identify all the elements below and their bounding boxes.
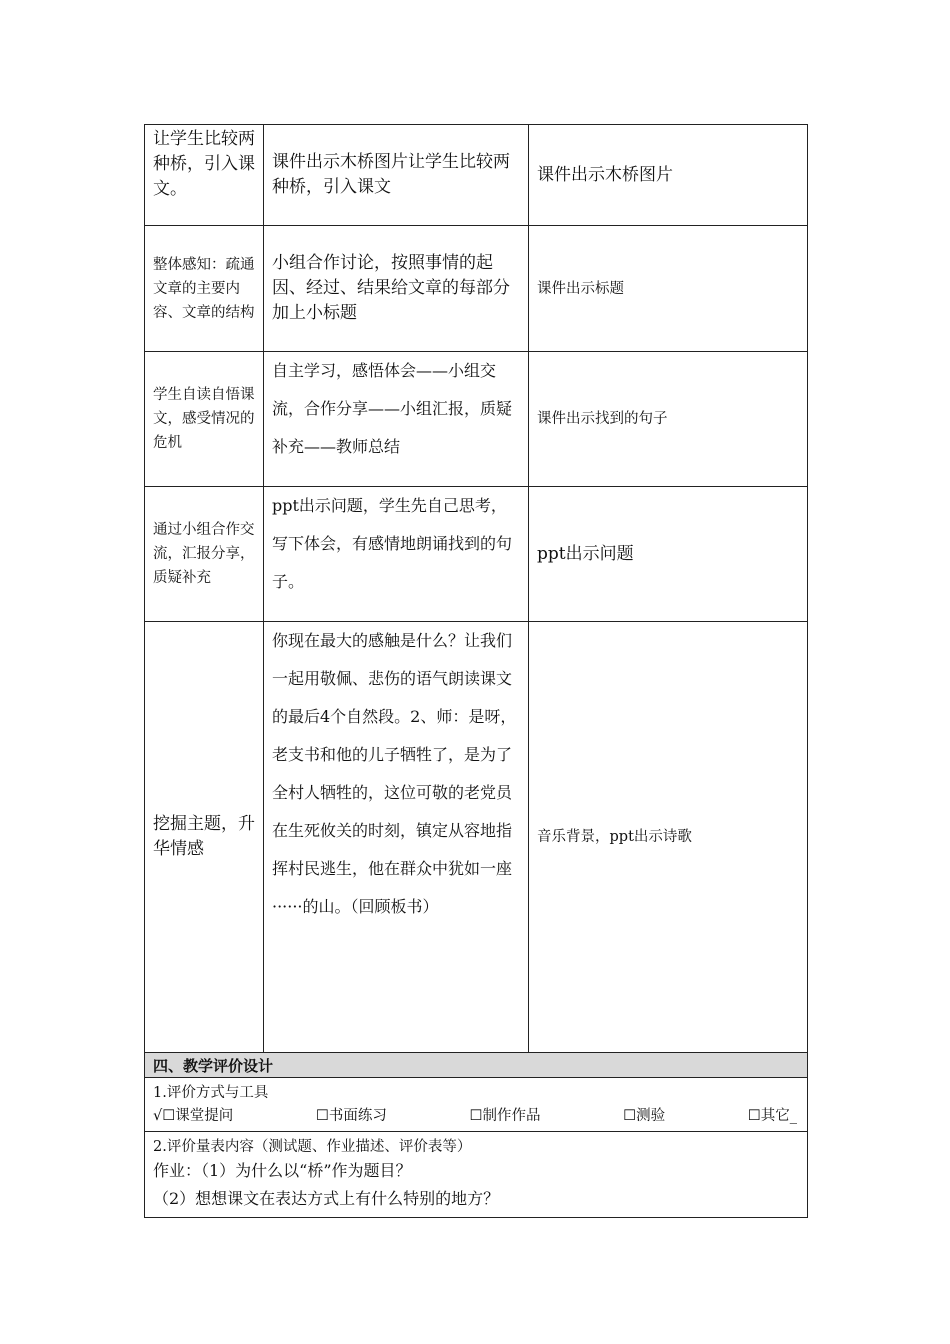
table-row — [145, 226, 808, 352]
table-row — [145, 125, 808, 226]
media-cell: 课件出示找到的句子 — [529, 352, 808, 487]
teaching-activity-cell: 小组合作讨论，按照事情的起因、经过、结果给文章的每部分加上小标题 — [264, 226, 529, 352]
activity-goal-cell: 让学生比较两种桥，引入课文。 — [145, 125, 264, 226]
media-cell: 课件出示木桥图片 — [529, 125, 808, 226]
media-cell: 音乐背景，ppt出示诗歌 — [529, 622, 808, 1053]
eval-methods-row — [145, 1078, 808, 1132]
teaching-activity-cell: 课件出示木桥图片让学生比较两种桥，引入课文 — [264, 125, 529, 226]
activity-goal-cell: 整体感知：疏通文章的主要内容、文章的结构 — [145, 226, 264, 352]
lesson-plan-table — [144, 124, 808, 1218]
option-written-exercise[interactable]: ☐书面练习 — [315, 1108, 387, 1124]
activity-goal-cell: 学生自读自悟课文，感受情况的危机 — [145, 352, 264, 487]
table-row — [145, 487, 808, 622]
table-row — [145, 622, 808, 1053]
homework-question-2: （2）想想课文在表达方式上有什么特别的地方？ — [153, 1189, 500, 1208]
eval-methods-options — [153, 1104, 799, 1128]
table-row — [145, 352, 808, 487]
activity-goal-cell: 挖掘主题，升华情感 — [145, 622, 264, 1053]
teaching-activity-cell: 你现在最大的感触是什么？让我们一起用敬佩、悲伤的语气朗读课文的最后4个自然段。2、师：是呀，老支书和他的儿子牺牲了，是为了全村人牺牲的，这位可敬的老党员在生死攸关的时刻，镇定从容地指挥村民逃生，他在群众中犹如一座······的山。（回顾板书） — [264, 622, 529, 1053]
section-heading: 四、教学评价设计 — [145, 1053, 808, 1078]
eval-content-cell — [145, 1132, 808, 1218]
section-heading-row — [145, 1053, 808, 1078]
option-other[interactable]: ☐其它_ — [747, 1108, 797, 1124]
activity-goal-cell: 通过小组合作交流，汇报分享，质疑补充 — [145, 487, 264, 622]
media-cell: ppt出示问题 — [529, 487, 808, 622]
media-cell: 课件出示标题 — [529, 226, 808, 352]
eval-methods-cell — [145, 1078, 808, 1132]
teaching-activity-cell: 自主学习，感悟体会——小组交流，合作分享——小组汇报，质疑补充——教师总结 — [264, 352, 529, 487]
homework-question-1: 作业：（1）为什么以“桥”作为题目？ — [153, 1161, 412, 1180]
teaching-activity-cell: ppt出示问题，学生先自己思考，写下体会，有感情地朗诵找到的句子。 — [264, 487, 529, 622]
option-class-questioning[interactable]: √☐课堂提问 — [153, 1108, 234, 1124]
eval-methods-title: 1.评价方式与工具 — [153, 1085, 269, 1101]
eval-content-row — [145, 1132, 808, 1218]
option-test[interactable]: ☐测验 — [623, 1108, 666, 1124]
eval-content-title: 2.评价量表内容（测试题、作业描述、评价表等） — [153, 1139, 472, 1155]
option-make-work[interactable]: ☐制作作品 — [469, 1108, 541, 1124]
